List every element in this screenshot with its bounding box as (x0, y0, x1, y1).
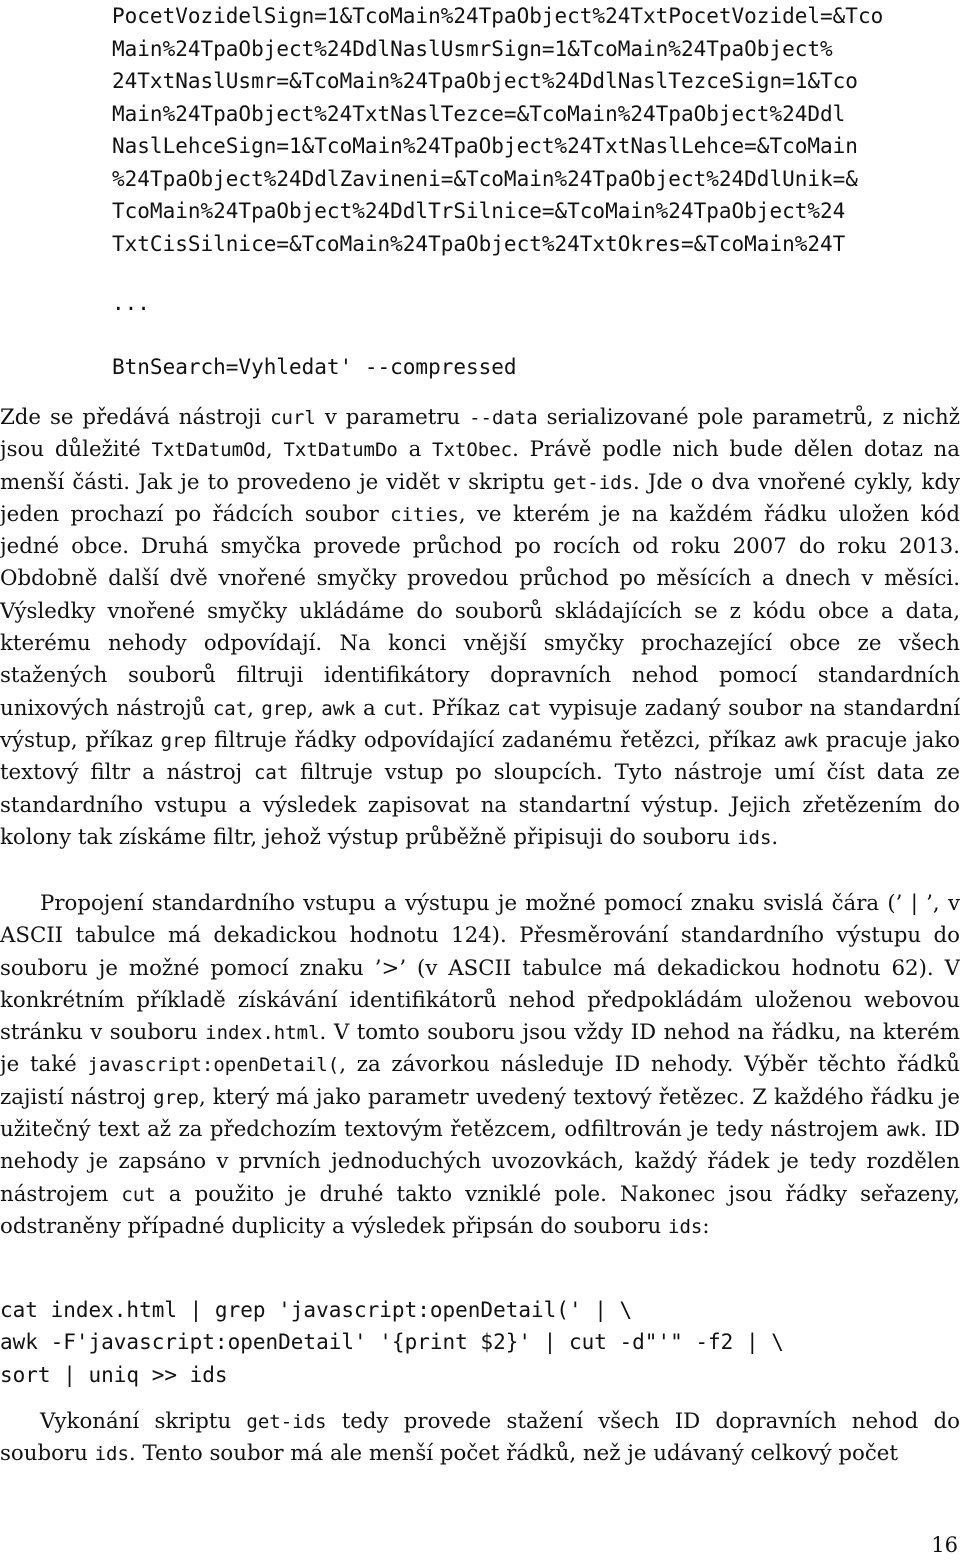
code-line: Main%24TpaObject%24DdlNaslUsmrSign=1&TcoMain%24TpaObject% (112, 36, 833, 61)
paragraph-curl-explanation: Zde se předává nástroji curl v parametru --data serializované pole parametrů, z nichž jsou důležité TxtDatumOd, TxtDatumDo a TxtObec. Právě podle nich bude dělen dotaz na menší části. Jak je to provedeno je vidět v skriptu get-ids. Jde o dva vnořené cykly, kdy jeden prochazí po řádcích soubor cities, ve kterém je na každém řádku uložen kód jedné obce. Druhá smyčka provede průchod po rocích od roku 2007 do roku 2013. Obdobně další dvě vnořené smyčky provedou průchod po měsících a dnech v měsíci. Výsledky vnořené smyčky ukládáme do souborů skládajících se z kódu obce a data, kterému nehody odpovídají. Na konci vnější smyčky prochazející obce ze všech stažených souborů filtruji identifikátory dopravních nehod pomocí standardních unixových nástrojů cat, grep, awk a cut. Příkaz cat vypisuje zadaný soubor na standardní výstup, příkaz grep filtruje řádky odpovídající zadanému řetězci, příkaz awk pracuje jako textový filtr a nástroj cat filtruje vstup po sloupcích. Tyto nástroje umí číst data ze standardního vstupu a výsledek zapisovat na standartní výstup. Jejich zřetězením do kolony tak získáme filtr, jehož výstup průběžně připisuji do souboru ids. (0, 405, 960, 850)
command-line: awk -F'javascript:openDetail' '{print $2}' | cut -d"'" -f2 | \ (0, 1330, 784, 1355)
code-line: TxtCisSilnice=&TcoMain%24TpaObject%24TxtOkres=&TcoMain%24T (112, 231, 846, 256)
url-data-code-block (112, 0, 960, 260)
command-line: sort | uniq >> ids (0, 1362, 228, 1387)
paragraph-get-ids-result: Vykonání skriptu get-ids tedy provede stažení všech ID dopravních nehod do souboru ids. Tento soubor má ale menší počet řádků, než je udávaný celkový počet (0, 1409, 960, 1467)
paragraph-pipe-explanation: Propojení standardního vstupu a výstupu je možné pomocí znaku svislá čára (’ | ’, v ASCII tabulce má dekadickou hodnotu 124). Přesměrování standardního výstupu do souboru je možné pomocí znaku ’>’ (v ASCII tabulce má dekadickou hodnotu 62). V konkrétním příkladě získávání identifikátorů nehod předpokládám uloženou webovou stránku v souboru index.html. V tomto souboru jsou vždy ID nehod na řádku, na kterém je také javascript:openDetail(, za závorkou následuje ID nehody. Výběr těchto řádků zajistí nástroj grep, který má jako parametr uvedený textový řetězec. Z každého řádku je užitečný text až za předchozím textovým řetězcem, odfiltrován je tedy nástrojem awk. ID nehody je zapsáno v prvních jednoduchých uvozovkách, každý řádek je tedy rozdělen nástrojem cut a použito je druhé takto vzniklé pole. Nakonec jsou řádky seřazeny, odstraněny případné duplicity a výsledek připsán do souboru ids: (0, 891, 960, 1239)
page-number: 16 (931, 1533, 958, 1557)
code-line: Main%24TpaObject%24TxtNaslTezce=&TcoMain%24TpaObject%24Ddl (112, 101, 846, 126)
shell-command-block (0, 1294, 784, 1391)
code-line: PocetVozidelSign=1&TcoMain%24TpaObject%24TxtPocetVozidel=&Tco (112, 4, 884, 28)
code-line: NaslLehceSign=1&TcoMain%24TpaObject%24TxtNaslLehce=&TcoMain (112, 134, 858, 158)
command-line: cat index.html | grep 'javascript:openDetail(' | \ (0, 1298, 633, 1322)
code-line: TcoMain%24TpaObject%24DdlTrSilnice=&TcoMain%24TpaObject%24 (112, 199, 846, 223)
code-line: 24TxtNaslUsmr=&TcoMain%24TpaObject%24DdlNaslTezceSign=1&Tco (112, 69, 858, 93)
btn-search-code-line: BtnSearch=Vyhledat' --compressed (112, 355, 517, 379)
code-ellipsis: ... (112, 291, 150, 315)
code-line: %24TpaObject%24DdlZavineni=&TcoMain%24TpaObject%24DdlUnik=& (112, 166, 858, 191)
